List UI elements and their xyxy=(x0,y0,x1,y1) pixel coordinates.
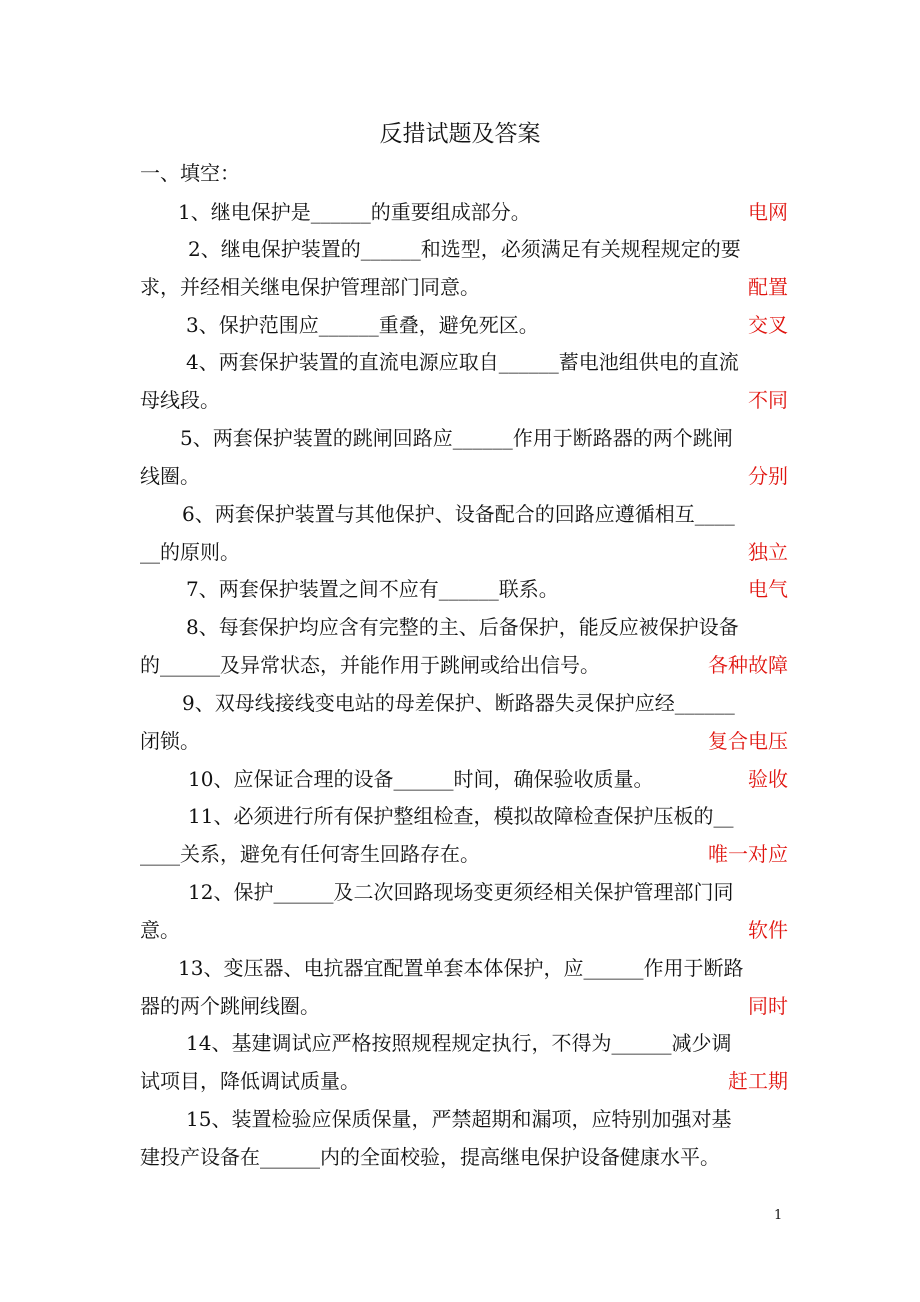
answer-7: 电气 xyxy=(748,577,788,601)
question-8-line-2: 的______及异常状态，并能作用于跳闸或给出信号。 xyxy=(140,653,600,677)
question-6-line-2: __的原则。 xyxy=(140,540,240,564)
question-8-line-1: 8、每套保护均应含有完整的主、后备保护，能反应被保护设备 xyxy=(186,615,739,639)
question-2-line-2: 求，并经相关继电保护管理部门同意。 xyxy=(140,275,480,299)
answer-13: 同时 xyxy=(748,994,788,1018)
question-4-line-2: 母线段。 xyxy=(140,388,220,412)
answer-10: 验收 xyxy=(748,767,788,791)
question-12-line-1: 12、保护______及二次回路现场变更须经相关保护管理部门同 xyxy=(188,880,734,904)
question-3-line-1: 3、保护范围应______重叠，避免死区。 xyxy=(186,313,539,337)
page-title: 反措试题及答案 xyxy=(379,121,541,147)
section-heading: 一、填空： xyxy=(140,161,240,185)
question-14-line-1: 14、基建调试应严格按照规程规定执行，不得为______减少调 xyxy=(186,1031,732,1055)
question-7-line-1: 7、两套保护装置之间不应有______联系。 xyxy=(186,577,559,601)
question-11-line-2: ____关系，避免有任何寄生回路存在。 xyxy=(140,842,480,866)
question-13-line-2: 器的两个跳闸线圈。 xyxy=(140,994,320,1018)
question-15-line-2: 建投产设备在______内的全面校验，提高继电保护设备健康水平。 xyxy=(140,1145,720,1169)
question-1-line-1: 1、继电保护是______的重要组成部分。 xyxy=(178,200,531,224)
question-14-line-2: 试项目，降低调试质量。 xyxy=(140,1069,360,1093)
page-number: 1 xyxy=(774,1208,783,1223)
answer-4: 不同 xyxy=(748,388,788,412)
question-5-line-1: 5、两套保护装置的跳闸回路应______作用于断路器的两个跳闸 xyxy=(180,426,733,450)
question-9-line-1: 9、双母线接线变电站的母差保护、断路器失灵保护应经______ xyxy=(182,691,735,715)
answer-14: 赶工期 xyxy=(728,1069,788,1093)
answer-12: 软件 xyxy=(748,918,788,942)
question-15-line-1: 15、装置检验应保质保量，严禁超期和漏项，应特别加强对基 xyxy=(186,1107,732,1131)
answer-5: 分别 xyxy=(748,464,788,488)
question-2-line-1: 2、继电保护装置的______和选型，必须满足有关规程规定的要 xyxy=(188,237,741,261)
question-13-line-1: 13、变压器、电抗器宜配置单套本体保护，应______作用于断路 xyxy=(178,956,744,980)
question-6-line-1: 6、两套保护装置与其他保护、设备配合的回路应遵循相互____ xyxy=(182,502,735,526)
question-12-line-2: 意。 xyxy=(140,918,180,942)
question-9-line-2: 闭锁。 xyxy=(140,729,200,753)
question-4-line-1: 4、两套保护装置的直流电源应取自______蓄电池组供电的直流 xyxy=(186,350,739,374)
answer-6: 独立 xyxy=(748,540,788,564)
answer-3: 交叉 xyxy=(748,313,788,337)
answer-9: 复合电压 xyxy=(708,729,788,753)
answer-2: 配置 xyxy=(748,275,788,299)
answer-11: 唯一对应 xyxy=(708,842,788,866)
answer-1: 电网 xyxy=(748,200,788,224)
question-10-line-1: 10、应保证合理的设备______时间，确保验收质量。 xyxy=(188,767,654,791)
question-5-line-2: 线圈。 xyxy=(140,464,200,488)
question-11-line-1: 11、必须进行所有保护整组检查，模拟故障检查保护压板的__ xyxy=(188,804,734,828)
answer-8: 各种故障 xyxy=(708,653,788,677)
